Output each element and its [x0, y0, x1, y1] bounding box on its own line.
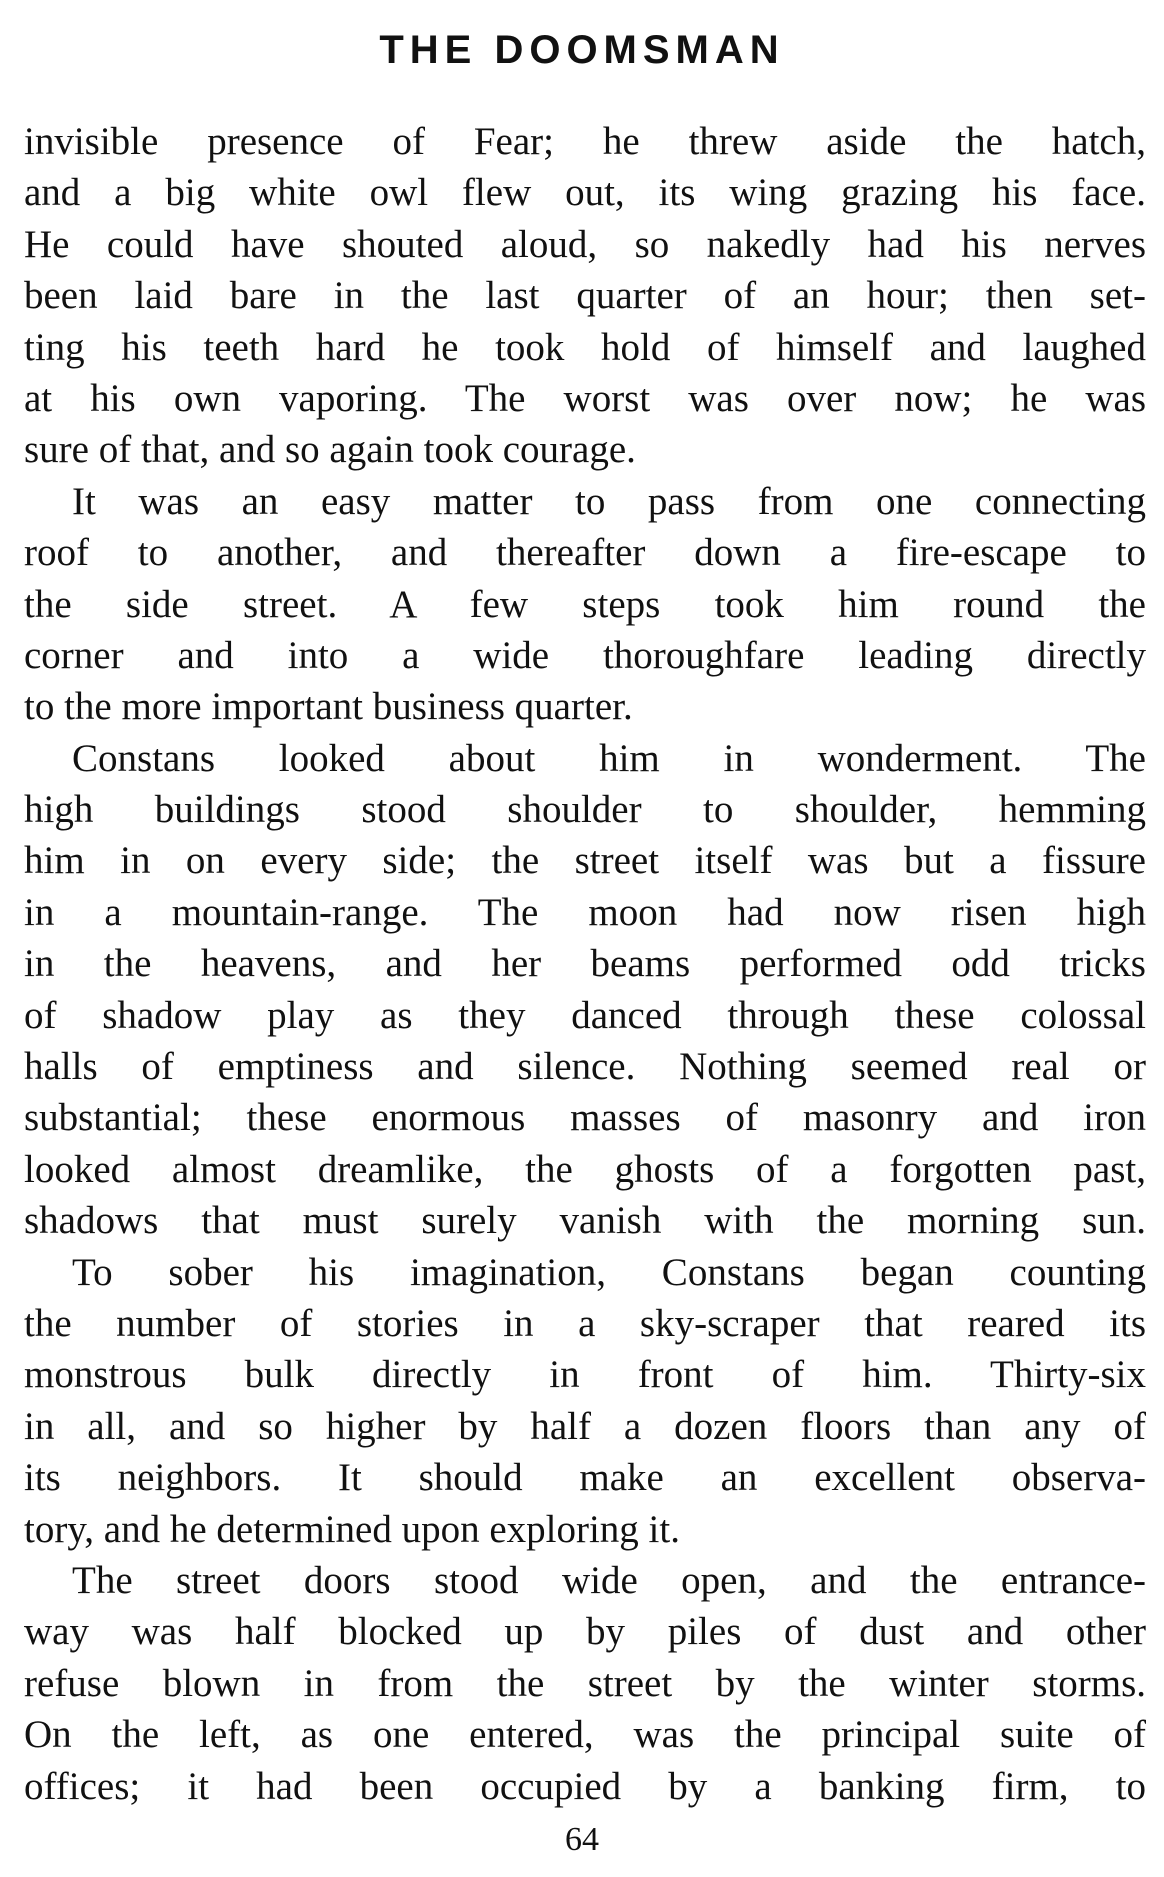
text-line: Constans looked about him in wonderment. The — [72, 736, 1146, 780]
text-line: the number of stories in a sky-scraper that reared its — [24, 1301, 1146, 1345]
text-line: On the left, as one entered, was the principal suite of — [24, 1713, 1146, 1757]
text-line: of shadow play as they danced through these colossal — [24, 993, 1146, 1037]
text-line: in a mountain-range. The moon had now risen high — [24, 890, 1146, 934]
text-line: invisible presence of Fear; he threw aside the hatch, — [24, 120, 1146, 163]
text-line: monstrous bulk directly in front of him. Thirty-six — [24, 1353, 1146, 1397]
text-line: refuse blown in from the street by the winter storms. — [24, 1661, 1146, 1705]
text-line: To sober his imagination, Constans began counting — [72, 1250, 1146, 1294]
running-head: THE DOOMSMAN — [379, 28, 785, 72]
text-line: sure of that, and so again took courage. — [24, 428, 636, 472]
text-line: to the more important business quarter. — [24, 685, 633, 729]
text-line: him in on every side; the street itself was but a fissure — [24, 839, 1146, 883]
text-line: The street doors stood wide open, and the entrance- — [72, 1558, 1146, 1602]
text-line: shadows that must surely vanish with the morning sun. — [24, 1199, 1146, 1243]
text-line: It was an easy matter to pass from one connecting — [72, 479, 1146, 523]
text-line: in the heavens, and her beams performed odd tricks — [24, 942, 1146, 986]
text-line: halls of emptiness and silence. Nothing seemed real or — [24, 1045, 1146, 1089]
text-line: the side street. A few steps took him round the — [24, 582, 1146, 626]
page-number: 64 — [565, 1821, 599, 1858]
text-line: looked almost dreamlike, the ghosts of a forgotten past, — [24, 1147, 1146, 1191]
text-line: corner and into a wide thoroughfare leading directly — [24, 633, 1146, 677]
text-line: its neighbors. It should make an excellent observa- — [24, 1456, 1146, 1500]
text-line: ting his teeth hard he took hold of himself and laughed — [24, 325, 1146, 369]
text-line: He could have shouted aloud, so nakedly had his nerves — [24, 222, 1146, 266]
text-line: and a big white owl flew out, its wing grazing his face. — [24, 171, 1146, 215]
text-line: in all, and so higher by half a dozen floors than any of — [24, 1404, 1146, 1448]
text-line: offices; it had been occupied by a banking firm, to — [24, 1764, 1146, 1808]
text-line: roof to another, and thereafter down a fire-escape to — [24, 531, 1146, 575]
text-line: way was half blocked up by piles of dust and other — [24, 1610, 1146, 1654]
text-line: been laid bare in the last quarter of an hour; then set- — [24, 274, 1146, 318]
text-line: tory, and he determined upon exploring it. — [24, 1507, 680, 1551]
body-text — [24, 116, 1146, 1812]
text-line: high buildings stood shoulder to shoulder, hemming — [24, 788, 1146, 832]
text-line: substantial; these enormous masses of masonry and iron — [24, 1096, 1146, 1140]
text-line: at his own vaporing. The worst was over now; he was — [24, 376, 1146, 420]
